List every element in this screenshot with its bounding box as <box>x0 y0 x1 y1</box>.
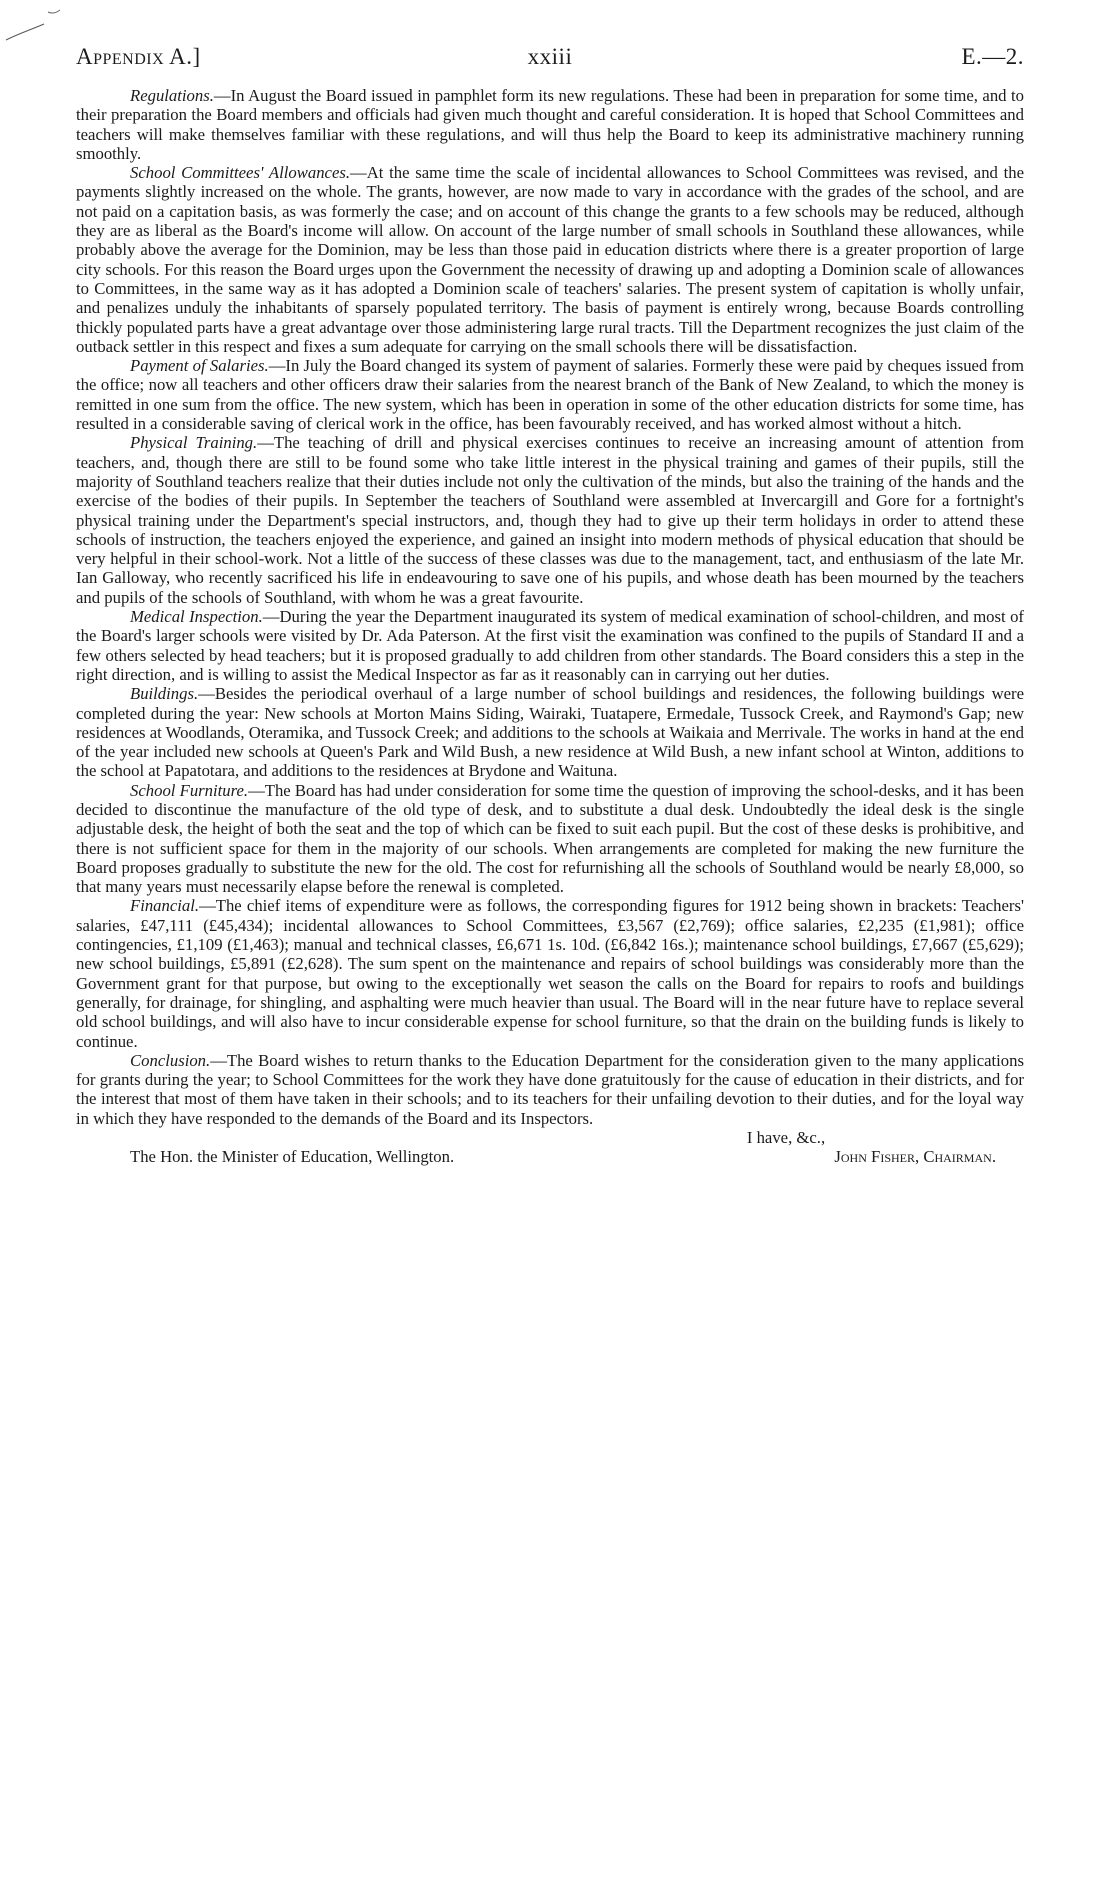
report-body <box>76 86 1024 1128</box>
paragraph-regulations <box>76 86 1024 163</box>
paragraph-heading: Buildings. <box>130 684 199 704</box>
paragraph-heading: School Furniture. <box>130 780 249 800</box>
signature: John Fisher, Chairman. <box>834 1147 996 1167</box>
paragraph-text: —In July the Board changed its system of payment of salaries. Formerly these were paid by cheques issued from the office; now all teachers and other officers draw their salaries from the nearest branch of the Bank of New Zealand, to which the money is remitted in one sum from the office. The new system, which has been in operation in some of the other education districts for some time, has resulted in a considerable saving of clerical work in the office, has been favourably received, and has worked almost without a hitch. <box>76 356 1024 434</box>
paragraph-text: —The Board has had under consideration for some time the question of improving the school-desks, and it has been decided to discontinue the manufacture of the old type of desk, and to substitute a dual desk. Undoubtedly the ideal desk is the single adjustable desk, the height of both the seat and the top of which can be fixed to suit each pupil. But the cost of these desks is prohibitive, and there is not sufficient space for them in the majority of our schools. When arrangements are completed for making the new furniture the Board proposes gradually to substitute the new for the old. The cost for refurnishing all the schools of Southland would be nearly £8,000, so that many years must necessarily elapse before the renewal is completed. <box>76 780 1024 897</box>
valediction-row <box>76 1128 1024 1147</box>
paragraph-text: —The chief items of expenditure were as follows, the corresponding figures for 1912 being shown in brackets: Teachers' salaries, £47,111 (£45,434); incidental allowances to School Committees, £3,567 (£2,769); office salaries, £2,235 (£1,981); office contingencies, £1,109 (£1,463); manual and technical classes, £6,671 1s. 10d. (£6,842 16s.); maintenance school buildings, £7,667 (£5,629); new school buildings, £5,891 (£2,628). The sum spent on the maintenance and repairs of school buildings was considerably more than the Government grant for that purpose, but owing to the exceptionally wet season the calls on the Board for repairs to roofs and buildings generally, for drainage, for shingling, and asphalting were much heavier than usual. The Board will in the near future have to replace several old school buildings, and will also have to incur considerable expense for school furniture, so that the drain on the building funds is likely to continue. <box>76 896 1024 1051</box>
paragraph-heading: Regulations. <box>130 86 214 105</box>
page-header <box>76 44 1024 74</box>
paragraph-medical-inspection <box>76 607 1024 684</box>
paragraph-heading: Medical Inspection. <box>130 607 263 627</box>
paragraph-physical-training <box>76 433 1024 607</box>
page-number: xxiii <box>527 44 573 69</box>
paragraph-school-furniture <box>76 781 1024 897</box>
paragraph-text: —The Board wishes to return thanks to the Education Department for the consideration given to the many applications for grants during the year; to School Committees for the work they have done gratuitously for the cause of education in their districts, and for the interest that most of them have taken in their schools; and to its teachers for their unfailing devotion to their duties, and for the loyal way in which they have responded to the demands of the Board and its Inspectors. <box>76 1050 1024 1128</box>
paragraph-heading: School Committees' Allowances. <box>130 163 351 183</box>
document-reference: E.—2. <box>961 44 1024 69</box>
paragraph-buildings <box>76 684 1024 780</box>
paragraph-conclusion <box>76 1051 1024 1128</box>
paragraph-heading: Physical Training. <box>130 433 258 453</box>
valediction: I have, &c., <box>746 1128 826 1148</box>
paragraph-committees-allowances <box>76 163 1024 356</box>
margin-pencil-marks <box>4 4 64 44</box>
paragraph-heading: Financial. <box>130 896 200 916</box>
paragraph-text: —At the same time the scale of incidental allowances to School Committees was revised, and the payments slightly increased on the whole. The grants, however, are now made to vary in accordance with the grades of the school, and are not paid on a capitation basis, as was formerly the case; and on account of this change the grants to a few schools may be reduced, although they are as liberal as the Board's income will allow. On account of the large number of small schools in Southland these allowances, while probably above the average for the Dominion, may be less than those paid in education districts where there is a greater proportion of large city schools. For this reason the Board urges upon the Government the necessity of drawing up and adopting a Dominion scale of allowances to Committees, in the same way as it has adopted a Dominion scale of teachers' salaries. The present system of capitation is wholly unfair, and penalizes unduly the inhabitants of sparsely populated territory. The basis of payment is entirely wrong, because Boards controlling thickly populated parts have a great advantage over those administering large rural tracts. Till the Department recognizes the just claim of the outback settler in this respect and fixes a sum adequate for carrying on the small schools there will be dissatisfaction. <box>76 163 1024 356</box>
paragraph-financial <box>76 896 1024 1050</box>
document-page <box>76 44 1024 1167</box>
closing-row <box>76 1147 1024 1166</box>
paragraph-heading: Payment of Salaries. <box>130 356 269 376</box>
paragraph-heading: Conclusion. <box>130 1050 211 1070</box>
addressee: The Hon. the Minister of Education, Wellington. <box>130 1147 455 1167</box>
paragraph-text: —In August the Board issued in pamphlet form its new regulations. These had been in preparation for some time, and to their preparation the Board members and officials had given much thought and careful consideration. It is hoped that School Committees and teachers will make themselves familiar with these regulations, and will thus help the Board to keep its administrative machinery running smoothly. <box>76 86 1024 163</box>
paragraph-text: —Besides the periodical overhaul of a large number of school buildings and residences, the following buildings were completed during the year: New schools at Morton Mains Siding, Wairaki, Tuatapere, Ermedale, Tussock Creek, and Raymond's Gap; new residences at Woodlands, Oteramika, and Tussock Creek; and additions to the schools at Waikaia and Merrivale. The works in hand at the end of the year included new schools at Queen's Park and Wild Bush, a new residence at Wild Bush, a new infant school at Winton, additions to the school at Papatotara, and additions to the residences at Brydone and Waituna. <box>76 684 1024 781</box>
appendix-label: Appendix A.] <box>76 44 201 69</box>
paragraph-text: —The teaching of drill and physical exercises continues to receive an increasing amount of attention from teachers, and, though there are still to be found some who take little interest in the physical training and games of their pupils, still the majority of Southland teachers realize that their duties include not only the cultivation of the minds, but also the training of the hands and the exercise of the bodies of their pupils. In September the teachers of Southland were assembled at Invercargill and Gore for a fortnight's physical training under the Department's special instructors, and, though they had to give up their term holidays in order to attend these schools of instruction, the teachers enjoyed the experience, and gained an insight into modern methods of physical education that should be very helpful in their school-work. Not a little of the success of these classes was due to the management, tact, and enthusiasm of the late Mr. Ian Galloway, who recently sacrificed his life in endeavouring to save one of his pupils, and whose death has been mourned by the teachers and pupils of the schools of Southland, with whom he was a great favourite. <box>76 433 1024 607</box>
paragraph-text: —During the year the Department inaugurated its system of medical examination of school-children, and most of the Board's larger schools were visited by Dr. Ada Paterson. At the first visit the examination was confined to the pupils of Standard II and a few others selected by head teachers; but it is proposed gradually to add children from other standards. The Board considers this a step in the right direction, and is willing to assist the Medical Inspector as far as it reasonably can in carrying out her duties. <box>76 607 1024 684</box>
paragraph-payment-of-salaries <box>76 356 1024 433</box>
